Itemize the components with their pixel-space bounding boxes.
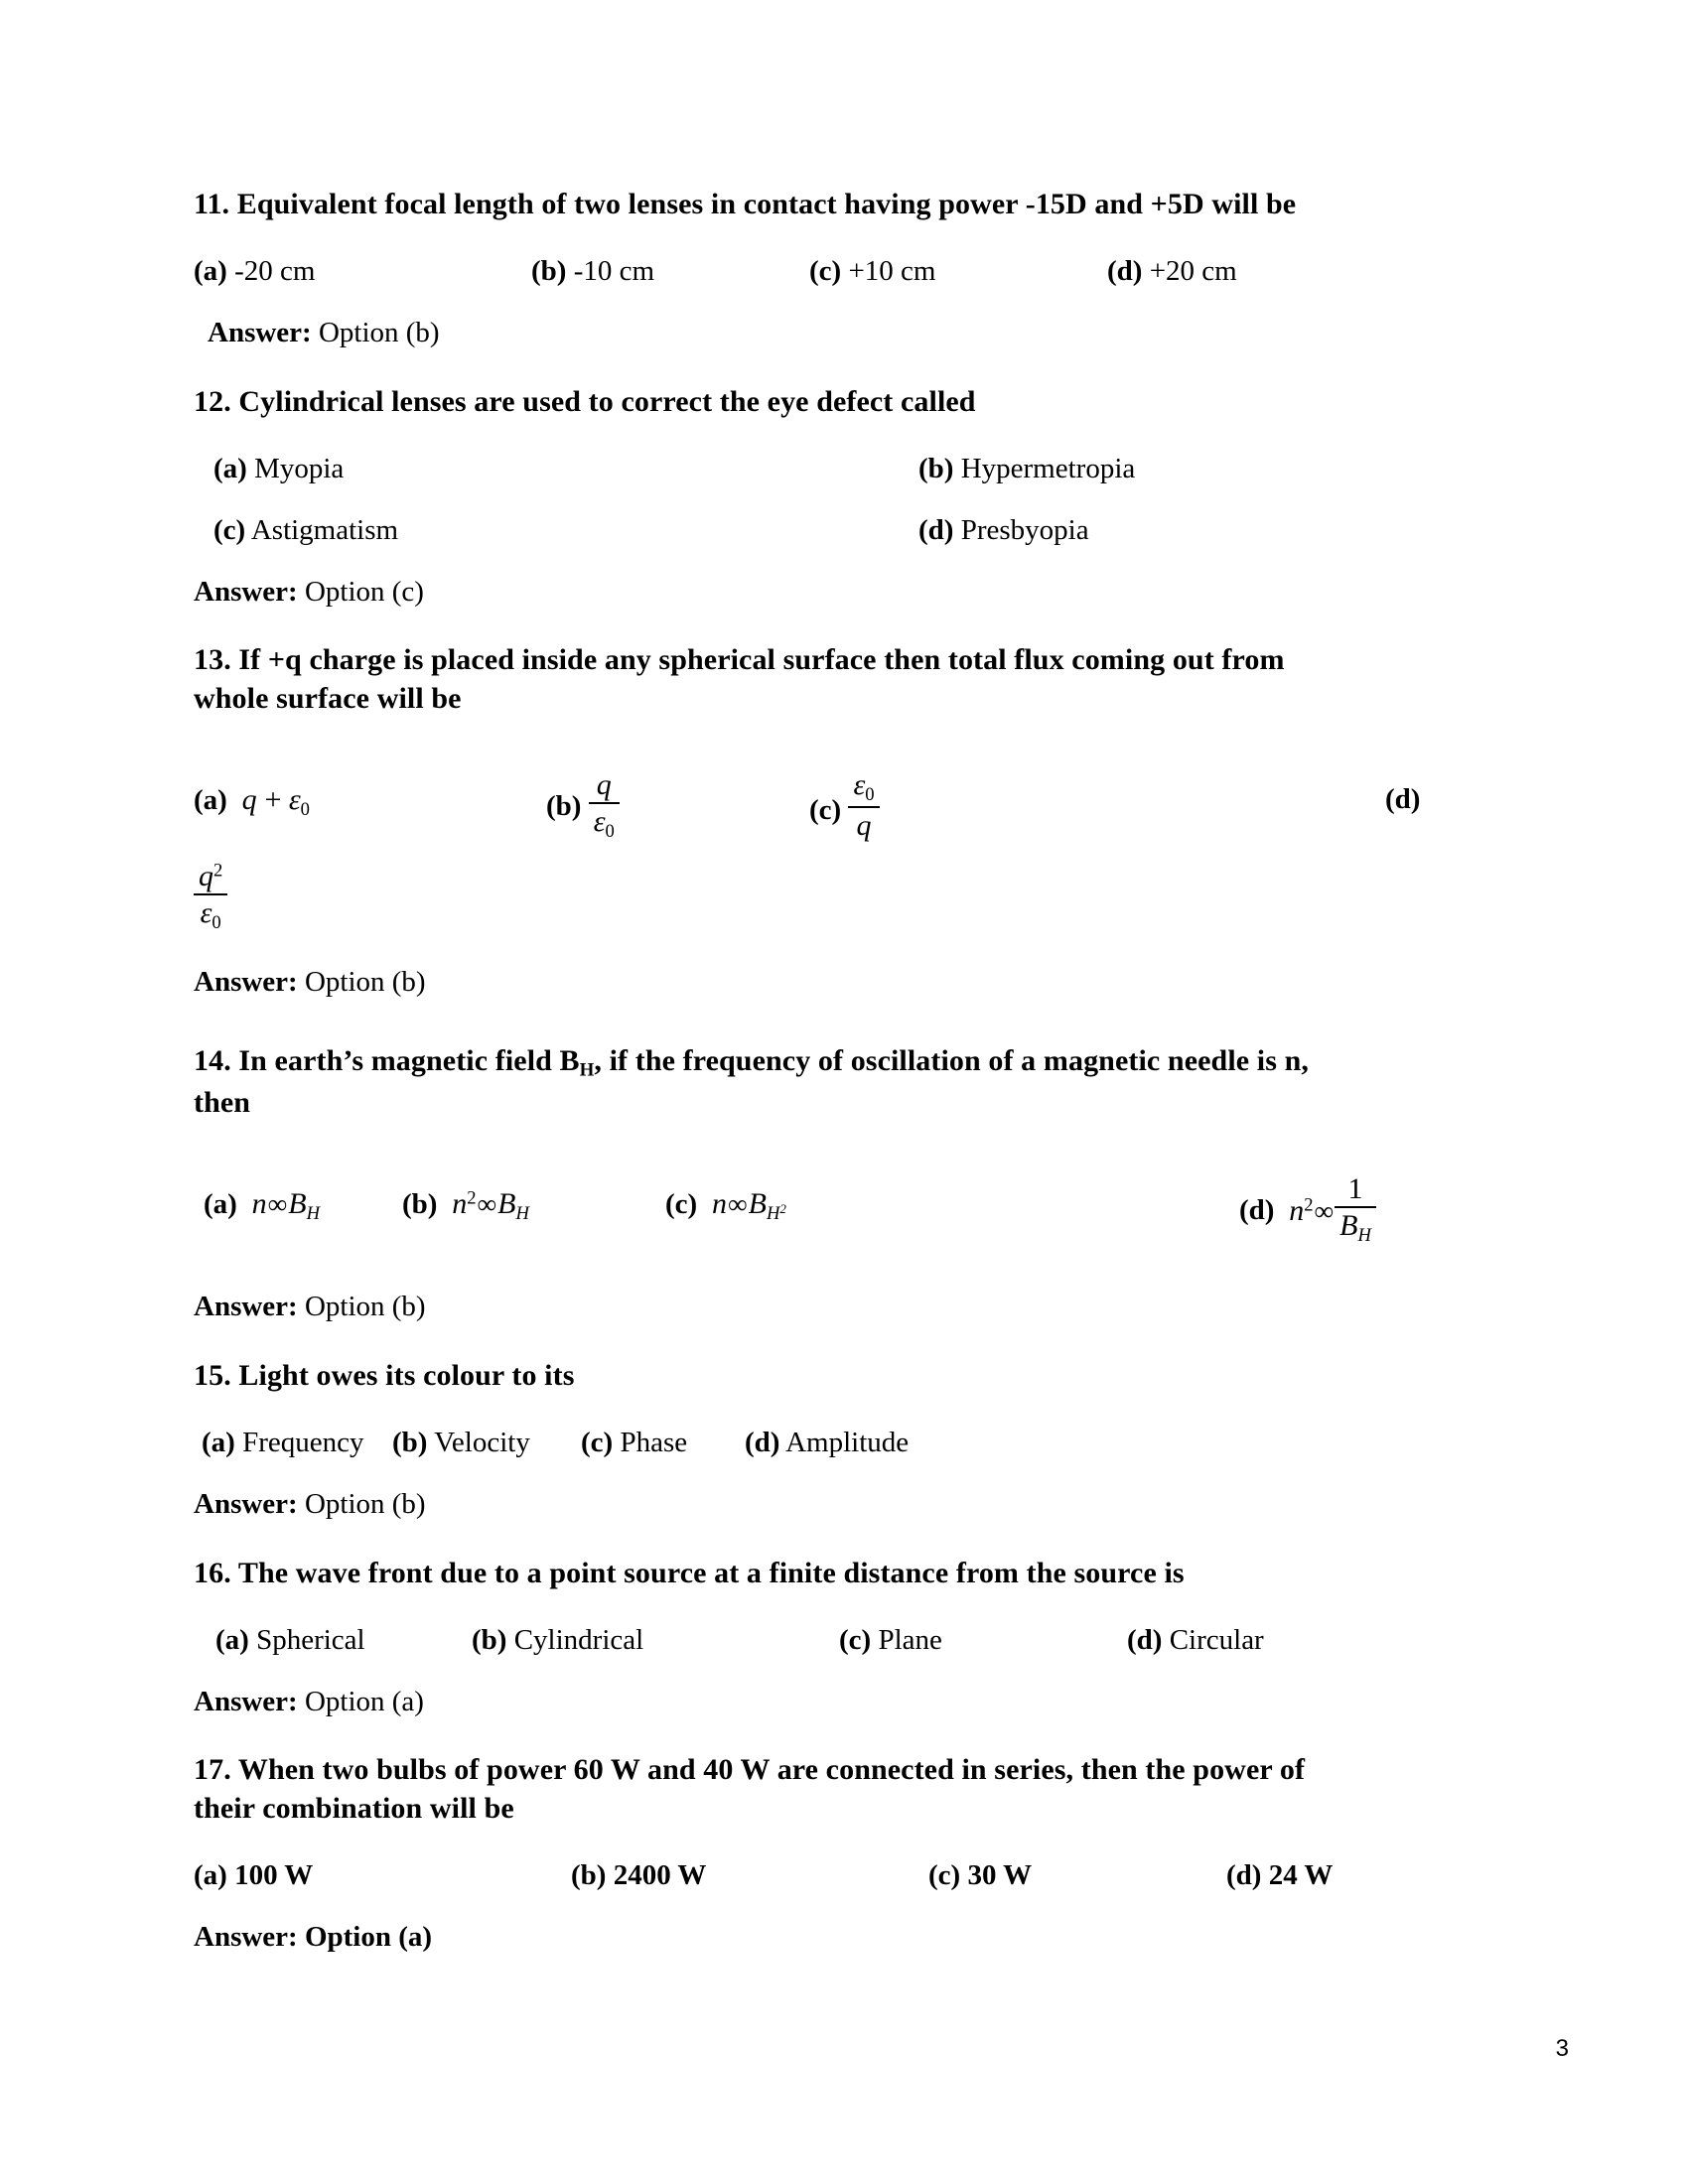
question-17-text-line-2: their combination will be [194, 1792, 514, 1826]
option-text: Hypermetropia [960, 452, 1136, 484]
option-key: (a) [202, 1426, 235, 1458]
option-row-item [839, 1622, 942, 1660]
spacer [194, 718, 1484, 769]
answer-label: Answer: [194, 575, 298, 608]
option-text: Astigmatism [250, 513, 399, 546]
question-17-text-line-1: 17. When two bulbs of power 60 W and 40 W are connected in series, then the power of [194, 1753, 1306, 1787]
question-14-part-b: , if the frequency of oscillation of a magnetic needle is n, [594, 1044, 1309, 1078]
option-row-item [1385, 783, 1420, 816]
question-15-answer [194, 1486, 1484, 1524]
spacer [194, 1002, 1484, 1041]
question-12-answer [194, 574, 1484, 612]
option-text: Circular [1169, 1623, 1264, 1656]
question-14-text-line-1 [194, 1041, 1484, 1083]
answer-label: Answer: [194, 1487, 298, 1520]
spacer [194, 1664, 1484, 1684]
option-row-item [1226, 1857, 1333, 1895]
question-13-text-line-2: whole surface will be [194, 682, 462, 716]
answer-value: Option (c) [304, 575, 424, 608]
answer-label: Answer: [194, 966, 298, 999]
option-row-item [581, 1425, 687, 1462]
spacer [194, 1720, 1484, 1750]
option-key: (d) [1385, 783, 1421, 816]
option-text: Velocity [434, 1426, 530, 1458]
question-12-options-row-1 [194, 451, 1484, 492]
spacer [194, 1899, 1484, 1919]
answer-label: Answer: [194, 1921, 298, 1954]
option-row-item [546, 769, 620, 841]
question-14-subscript-h: H [579, 1059, 595, 1081]
question-16-text: 16. The wave front due to a point source at a finite distance from the source is [194, 1556, 1185, 1589]
question-14-text-line-2: then [194, 1086, 251, 1120]
option-key: (b) [546, 790, 582, 823]
question-14-options [194, 1173, 1484, 1259]
option-row-item [809, 253, 935, 291]
spacer [194, 421, 1484, 451]
option-text: Cylindrical [513, 1623, 644, 1656]
spacer [194, 1592, 1484, 1622]
question-11-answer [208, 315, 1484, 352]
option-row-item [531, 253, 654, 291]
answer-value: Option (b) [318, 317, 440, 348]
question-15-options [194, 1425, 1484, 1466]
spacer [194, 1122, 1484, 1173]
option-key: (c) [665, 1188, 698, 1221]
option-key: (b) [571, 1859, 607, 1892]
option-key: (a) [194, 784, 227, 817]
option-key: (b) [392, 1426, 428, 1458]
formula-eps0-over-q: $\frac{\varepsilon 0}{q}$ [848, 793, 879, 826]
answer-label: Answer: [194, 1291, 298, 1323]
spacer [194, 352, 1484, 382]
answer-value: Option (b) [304, 1487, 426, 1520]
option-key: (d) [1107, 255, 1143, 287]
option-text: 30 W [967, 1859, 1033, 1892]
option-row-item [202, 1425, 363, 1462]
option-text: Spherical [256, 1623, 365, 1656]
question-15-text: 15. Light owes its colour to its [194, 1358, 575, 1392]
answer-value: Option (a) [304, 1921, 433, 1954]
option-key: (b) [918, 452, 954, 484]
option-row-item [918, 512, 1089, 550]
page-content [194, 185, 1484, 1957]
answer-value: Option (b) [304, 966, 426, 999]
question-13-option-d-formula-wrapped [194, 855, 1484, 964]
option-row-item [665, 1187, 786, 1225]
option-key: (d) [1226, 1859, 1262, 1892]
option-key: (c) [809, 255, 842, 287]
question-11-text: 11. Equivalent focal length of two lenses in contact having power -15D and +5D will be [194, 188, 1297, 220]
spacer [194, 1395, 1484, 1425]
option-text: -20 cm [234, 255, 316, 287]
option-row-item [194, 1857, 313, 1895]
spacer [194, 295, 1484, 315]
answer-label: Answer: [208, 317, 312, 348]
formula-q-over-eps0: $\frac{q}{\varepsilon 0}$ [589, 790, 620, 823]
option-row-item [809, 769, 880, 841]
option-text: 24 W [1268, 1859, 1334, 1892]
option-row-item [194, 783, 310, 821]
option-key: (a) [194, 1859, 227, 1892]
option-key: (d) [918, 513, 954, 546]
answer-value: Option (b) [304, 1291, 426, 1323]
answer-value: Option (a) [304, 1685, 424, 1717]
option-text: Presbyopia [960, 513, 1089, 546]
spacer [194, 1828, 1484, 1857]
option-text: +10 cm [848, 255, 936, 287]
option-key: (b) [472, 1623, 507, 1656]
option-row-item [402, 1187, 529, 1225]
option-row-item [1127, 1622, 1264, 1660]
question-12-text: 12. Cylindrical lenses are used to correct the eye defect called [194, 384, 976, 418]
formula-nsq-prop-bh: $n^2\infty B_H$ [444, 1187, 529, 1225]
spacer [194, 554, 1484, 574]
option-text: Amplitude [785, 1426, 910, 1458]
question-16-options [194, 1622, 1484, 1664]
option-row-item [1239, 1173, 1376, 1245]
option-key: (b) [402, 1188, 438, 1221]
spacer [194, 492, 1484, 512]
option-row-item [194, 861, 227, 932]
formula-q-plus-eps0: q + ε0 [234, 783, 310, 821]
spacer [194, 1326, 1484, 1356]
option-key: (c) [809, 794, 842, 827]
page-number: 3 [1555, 2035, 1569, 2062]
option-key: (d) [745, 1426, 780, 1458]
option-text: Myopia [254, 452, 345, 484]
option-row-item [392, 1425, 530, 1462]
question-14-part-a: 14. In earth’s magnetic field B [194, 1044, 580, 1078]
option-key: (c) [213, 513, 246, 546]
option-text: Plane [878, 1623, 942, 1656]
option-key: (c) [928, 1859, 961, 1892]
option-row-item [194, 253, 315, 291]
option-key: (b) [531, 255, 567, 287]
answer-label: Answer: [194, 1685, 298, 1717]
option-text: 2400 W [613, 1859, 707, 1892]
question-17-options [194, 1857, 1484, 1899]
spacer [194, 1259, 1484, 1289]
option-row-item [213, 512, 398, 550]
option-row-item [213, 451, 344, 488]
spacer [194, 223, 1484, 253]
option-text: Frequency [242, 1426, 364, 1458]
formula-n-prop-bh-squared: $n\infty B_{H^2}$ [704, 1187, 786, 1225]
formula-qsq-over-eps0: $\frac{q^2}{\varepsilon 0}$ [194, 882, 227, 914]
question-13-options [194, 769, 1484, 855]
option-key: (a) [194, 255, 227, 287]
option-key: (c) [581, 1426, 614, 1458]
spacer [194, 611, 1484, 640]
option-key: (a) [213, 452, 247, 484]
question-17-answer [194, 1919, 1484, 1957]
option-key: (d) [1127, 1623, 1163, 1656]
option-text: -10 cm [573, 255, 655, 287]
spacer [194, 1524, 1484, 1554]
question-13-answer [194, 964, 1484, 1002]
option-key: (a) [204, 1188, 237, 1221]
question-12-options-row-2 [194, 512, 1484, 554]
formula-nsq-prop-inv-bh: $n^2\infty$ $\frac{1}{B_H}$ [1282, 1194, 1376, 1227]
option-row-item [571, 1857, 706, 1895]
option-row-item [928, 1857, 1032, 1895]
question-13-text-line-1: 13. If +q charge is placed inside any spherical surface then total flux coming out from [194, 643, 1285, 677]
formula-n-prop-bh: $n\infty B_H$ [244, 1187, 321, 1225]
option-row-item [472, 1622, 643, 1660]
option-row-item [204, 1187, 320, 1225]
option-row-item [215, 1622, 365, 1660]
option-row-item [918, 451, 1135, 488]
question-16-answer [194, 1684, 1484, 1721]
option-key: (d) [1239, 1194, 1275, 1227]
option-key: (a) [215, 1623, 249, 1656]
spacer [194, 1466, 1484, 1486]
option-text: 100 W [234, 1859, 314, 1892]
option-key: (c) [839, 1623, 872, 1656]
option-row-item [1107, 253, 1237, 291]
option-text: +20 cm [1149, 255, 1237, 287]
option-text: Phase [620, 1426, 688, 1458]
question-11-options [194, 253, 1484, 295]
option-row-item [745, 1425, 909, 1462]
question-14-answer [194, 1289, 1484, 1326]
